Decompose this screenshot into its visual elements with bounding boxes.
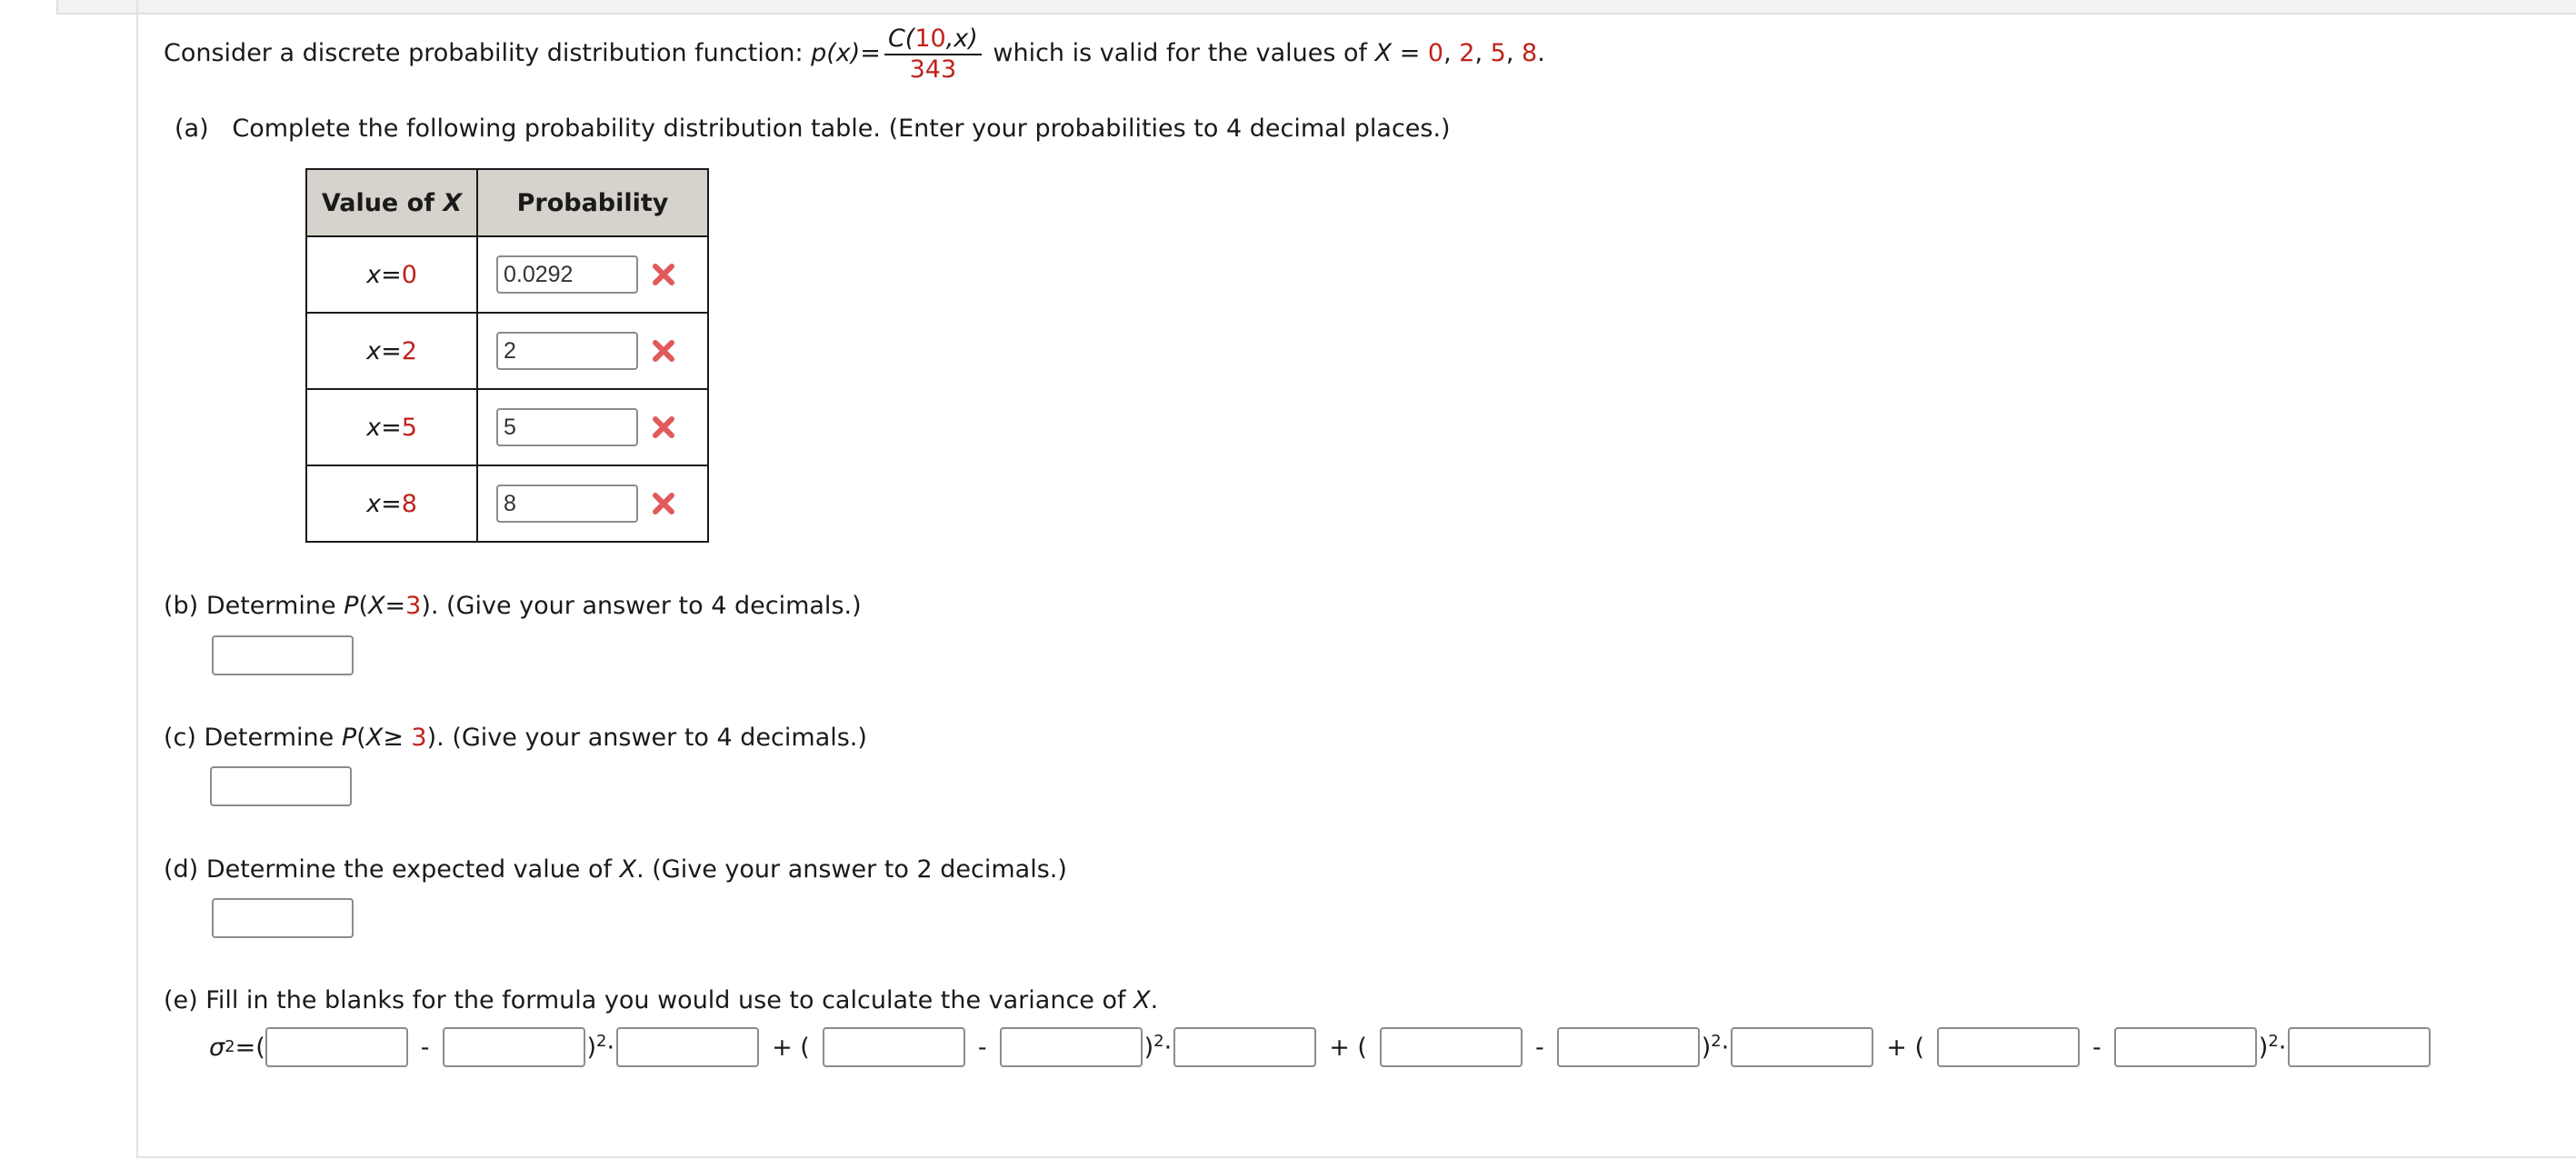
- close-icon: [651, 262, 676, 287]
- func-lhs: p(x)=: [811, 39, 881, 67]
- probability-table: [305, 168, 709, 543]
- probability-cell: [477, 389, 708, 465]
- minus-sign: -: [2092, 1033, 2102, 1062]
- probability-cell: [477, 465, 708, 542]
- table-row: [306, 236, 708, 313]
- intro-value: 0: [1427, 39, 1444, 67]
- part-d-answer-input[interactable]: [212, 898, 354, 938]
- variance-x-input[interactable]: [1937, 1027, 2080, 1067]
- probability-input[interactable]: [496, 255, 638, 294]
- intro-text: Consider a discrete probability distribution function: p(x)= $\frac{C(10,x)}{343}$ which is valid for the values of X = 0, 2, 5, 8.: [164, 24, 1545, 84]
- variance-mean-input[interactable]: [1557, 1027, 1700, 1067]
- minus-sign: -: [420, 1033, 430, 1062]
- table-header-row: [306, 169, 708, 236]
- variance-formula: σ 2 =( - )$^2$· + ( - )$^2$· + ( - )$^2$· + ( - )$^2$·: [209, 1027, 2431, 1067]
- plus-open: + (: [772, 1033, 810, 1062]
- part-c-answer-input[interactable]: [210, 766, 352, 806]
- part-b-answer-input[interactable]: [212, 635, 354, 675]
- part-e-prompt: (e) Fill in the blanks for the formula you would use to calculate the variance of X.: [164, 986, 1159, 1014]
- intro-end: .: [1537, 39, 1545, 67]
- squared-close: )$^2$·: [586, 1031, 615, 1062]
- x-cell: x=5: [306, 389, 477, 465]
- variance-mean-input[interactable]: [443, 1027, 585, 1067]
- plus-open: + (: [1886, 1033, 1925, 1062]
- table-row: [306, 465, 708, 542]
- intro-var: X: [1374, 39, 1393, 67]
- table-row: [306, 313, 708, 389]
- intro-middle: which is valid for the values of: [984, 39, 1375, 67]
- probability-cell: [477, 236, 708, 313]
- intro-equals: =: [1392, 39, 1428, 67]
- header-probability: Probability: [477, 169, 708, 236]
- intro-value: 5: [1490, 39, 1506, 67]
- squared-close: )$^2$·: [2258, 1031, 2287, 1062]
- intro-value: 8: [1522, 39, 1538, 67]
- variance-prob-input[interactable]: [2288, 1027, 2431, 1067]
- minus-sign: -: [977, 1033, 987, 1062]
- probability-cell: [477, 313, 708, 389]
- x-cell: x=8: [306, 465, 477, 542]
- part-d-label: (d): [164, 855, 199, 884]
- formula-eq-open: =(: [235, 1033, 265, 1062]
- probability-input[interactable]: [496, 485, 638, 523]
- part-a-label: (a): [175, 115, 209, 143]
- close-icon: [651, 338, 676, 364]
- probability-input[interactable]: [496, 332, 638, 370]
- plus-open: + (: [1329, 1033, 1367, 1062]
- variance-prob-input[interactable]: [616, 1027, 759, 1067]
- variance-x-input[interactable]: [823, 1027, 965, 1067]
- part-a-text: Complete the following probability distribution table. (Enter your probabilities to 4 decimal places.): [232, 115, 1451, 143]
- variance-mean-input[interactable]: [2114, 1027, 2257, 1067]
- sigma-symbol: σ: [209, 1033, 225, 1062]
- variance-prob-input[interactable]: [1173, 1027, 1316, 1067]
- variance-x-input[interactable]: [265, 1027, 408, 1067]
- header-value-of-x: Value of X: [306, 169, 477, 236]
- frac-num-value: 10: [914, 24, 946, 53]
- frac-num-prefix: C(: [887, 24, 915, 53]
- x-cell: x=2: [306, 313, 477, 389]
- part-e-label: (e): [164, 986, 198, 1014]
- part-a-prompt: [175, 114, 1451, 145]
- close-icon: [651, 415, 676, 440]
- part-d-prompt: (d) Determine the expected value of X. (Give your answer to 2 decimals.): [164, 855, 1067, 884]
- x-cell: x=0: [306, 236, 477, 313]
- close-icon: [651, 491, 676, 516]
- pmf-fraction: [884, 25, 982, 85]
- part-c-label: (c): [164, 724, 196, 752]
- variance-x-input[interactable]: [1380, 1027, 1523, 1067]
- frac-den: 343: [909, 55, 957, 84]
- probability-input[interactable]: [496, 408, 638, 446]
- variance-prob-input[interactable]: [1731, 1027, 1873, 1067]
- part-b-prompt: (b) Determine P(X=3). (Give your answer to 4 decimals.): [164, 592, 862, 620]
- squared-close: )$^2$·: [1701, 1031, 1730, 1062]
- frac-num-suffix: ,x): [945, 24, 978, 53]
- variance-mean-input[interactable]: [1000, 1027, 1143, 1067]
- minus-sign: -: [1534, 1033, 1544, 1062]
- intro-prefix: Consider a discrete probability distribution function:: [164, 39, 812, 67]
- part-c-prompt: (c) Determine P(X≥ 3). (Give your answer to 4 decimals.): [164, 724, 867, 752]
- table-row: [306, 389, 708, 465]
- part-b-label: (b): [164, 592, 199, 620]
- squared-close: )$^2$·: [1143, 1031, 1173, 1062]
- intro-value: 2: [1459, 39, 1475, 67]
